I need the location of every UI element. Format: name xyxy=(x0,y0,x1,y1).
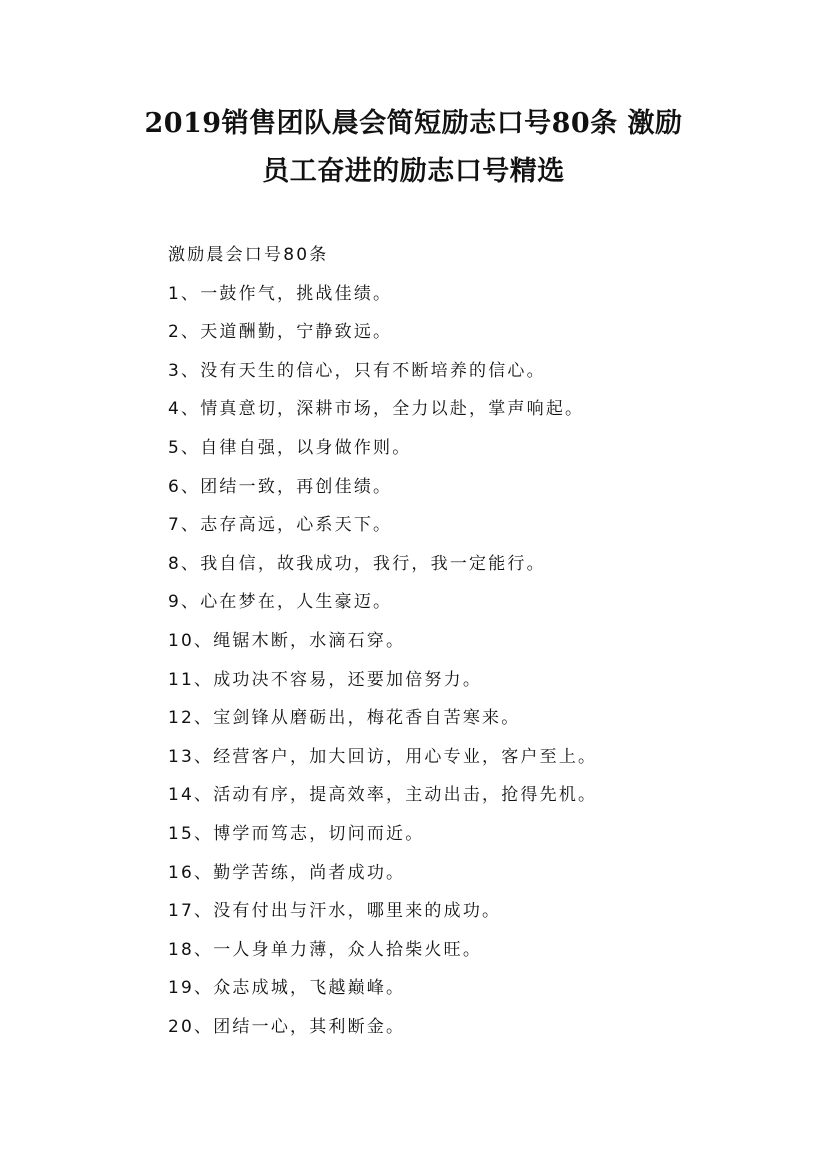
slogan-item: 5、自律自强，以身做作则。 xyxy=(168,437,412,458)
slogan-item: 17、没有付出与汗水，哪里来的成功。 xyxy=(168,901,502,922)
slogan-item: 15、博学而笃志，切问而近。 xyxy=(168,823,425,844)
document-body xyxy=(168,236,788,1046)
slogan-item: 12、宝剑锋从磨砺出，梅花香自苦寒来。 xyxy=(168,708,521,729)
slogan-item: 18、一人身单力薄，众人拾柴火旺。 xyxy=(168,939,483,960)
slogan-item: 10、绳锯木断，水滴石穿。 xyxy=(168,630,406,651)
slogan-item: 2、天道酬勤，宁静致远。 xyxy=(168,322,393,343)
slogan-item: 1、一鼓作气，挑战佳绩。 xyxy=(168,283,393,304)
slogan-item: 6、团结一致，再创佳绩。 xyxy=(168,476,393,497)
slogan-item: 7、志存高远，心系天下。 xyxy=(168,515,393,536)
slogan-list xyxy=(168,275,788,1047)
slogan-item: 9、心在梦在，人生豪迈。 xyxy=(168,592,393,613)
slogan-item: 4、情真意切，深耕市场，全力以赴，掌声响起。 xyxy=(168,399,585,420)
section-heading: 激励晨会口号80条 xyxy=(168,245,329,265)
slogan-item: 8、我自信，故我成功，我行，我一定能行。 xyxy=(168,553,546,574)
slogan-item: 11、成功决不容易，还要加倍努力。 xyxy=(168,669,483,690)
document-title xyxy=(60,100,767,196)
slogan-item: 3、没有天生的信心，只有不断培养的信心。 xyxy=(168,360,546,381)
title-line-1: 2019销售团队晨会简短励志口号80条 激励 xyxy=(144,108,683,139)
title-line-2: 员工奋进的励志口号精选 xyxy=(262,156,565,187)
slogan-item: 16、勤学苦练，尚者成功。 xyxy=(168,862,406,883)
slogan-item: 13、经营客户，加大回访，用心专业，客户至上。 xyxy=(168,746,598,767)
slogan-item: 19、众志成城，飞越巅峰。 xyxy=(168,978,406,999)
slogan-item: 14、活动有序，提高效率，主动出击，抢得先机。 xyxy=(168,785,598,806)
slogan-item: 20、团结一心，其利断金。 xyxy=(168,1016,406,1037)
